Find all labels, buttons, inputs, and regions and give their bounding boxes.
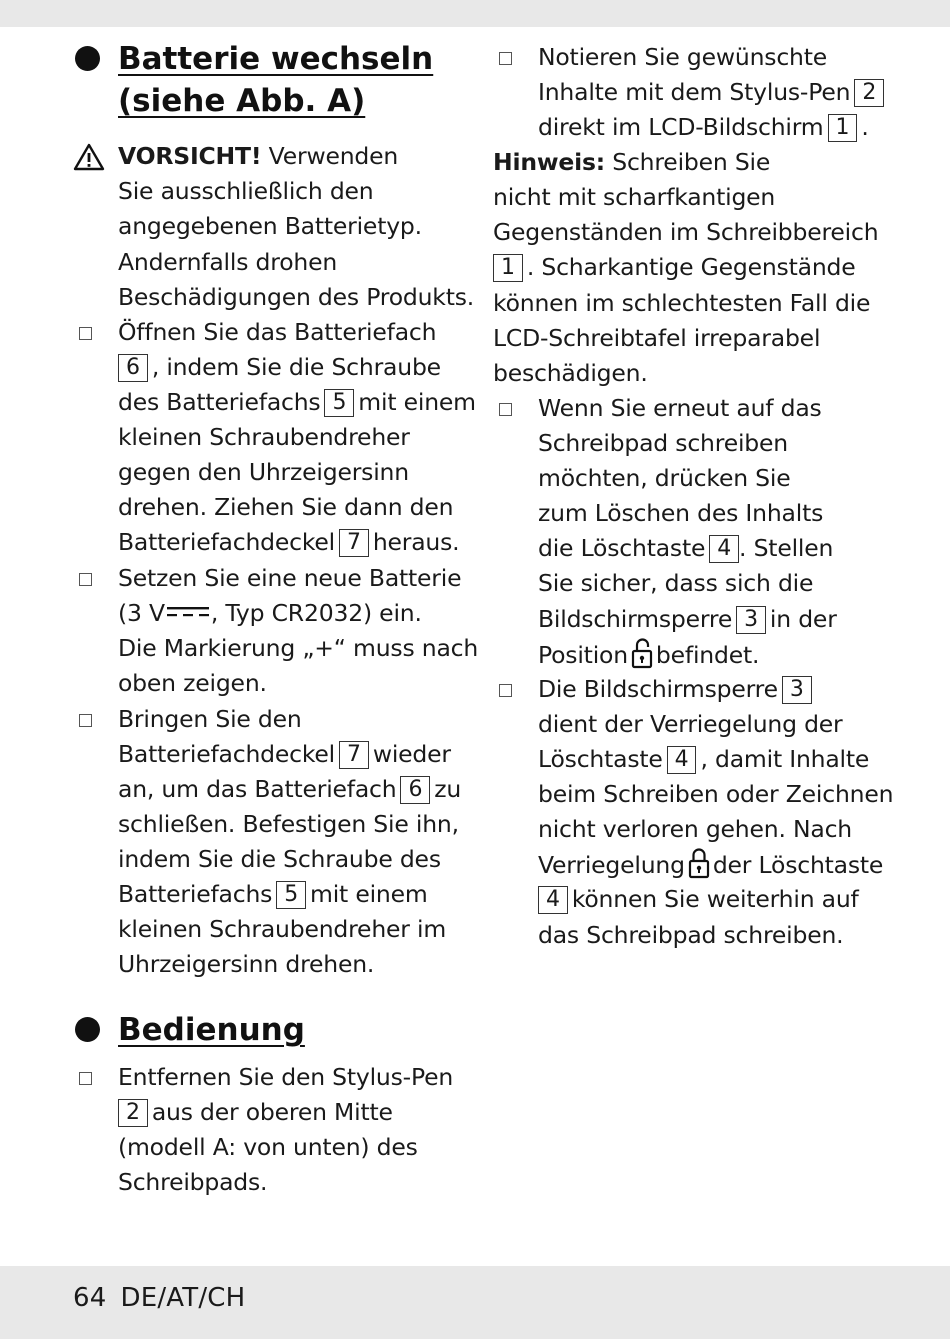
ref-box: 2 <box>118 1099 148 1127</box>
item6-line-4: zum Löschen des Inhalts <box>538 499 824 527</box>
note-line-7: beschädigen. <box>493 359 648 387</box>
item1-line-1: Öffnen Sie das Batteriefach <box>118 318 437 346</box>
warning-line-1: VORSICHT! Verwenden <box>118 142 399 170</box>
checkbox-icon <box>79 1072 92 1085</box>
item7-line-8: das Schreibpad schreiben. <box>538 921 844 949</box>
item4-line-4: Schreibpads. <box>118 1168 268 1196</box>
footer-text <box>73 1280 245 1316</box>
item6-line-8: Position befindet. <box>538 637 759 673</box>
note-line-3: Gegenständen im Schreibbereich <box>493 218 879 246</box>
item2-line-2: (3 V , Typ CR2032) ein. <box>118 599 422 627</box>
item4-line-3: (modell A: von unten) des <box>118 1133 418 1161</box>
note-line-4: 1 . Scharkantige Gegenstände <box>493 250 856 285</box>
note-label: Hinweis: <box>493 148 605 176</box>
warning-line-4: Andernfalls drohen <box>118 248 338 276</box>
warning-triangle-icon <box>73 143 105 171</box>
ref-box: 7 <box>339 529 369 557</box>
locked-padlock-icon <box>688 847 710 879</box>
checkbox-icon <box>499 52 512 65</box>
unlocked-padlock-icon <box>631 637 653 669</box>
item6-line-2: Schreibpad schreiben <box>538 429 788 457</box>
item5-line-2: Inhalte mit dem Stylus-Pen 2 <box>538 75 888 110</box>
item4-line-2: 2 aus der oberen Mitte <box>118 1095 393 1130</box>
item3-line-1: Bringen Sie den <box>118 705 302 733</box>
item3-line-2: Batteriefachdeckel 7 wieder <box>118 740 451 768</box>
ref-box: 6 <box>400 776 430 804</box>
item6-line-1: Wenn Sie erneut auf das <box>538 394 822 422</box>
item7-line-3: Löschtaste 4 , damit Inhalte <box>538 745 870 773</box>
note-line-6: LCD-Schreibtafel irreparabel <box>493 324 821 352</box>
ref-box: 2 <box>854 79 884 107</box>
item7-line-6: Verriegelung der Löschtaste <box>538 847 883 883</box>
item1-line-4: kleinen Schraubendreher <box>118 423 410 451</box>
warning-label: VORSICHT! <box>118 142 262 170</box>
warning-line-5: Beschädigungen des Produkts. <box>118 283 475 311</box>
item6-line-5: die Löschtaste 4 . Stellen <box>538 534 834 562</box>
ref-box: 5 <box>276 881 306 909</box>
ref-box: 4 <box>709 535 739 563</box>
page-number: 64 <box>73 1283 107 1313</box>
top-band <box>0 0 950 27</box>
item4-line-1: Entfernen Sie den Stylus-Pen <box>118 1063 454 1091</box>
item1-line-6: drehen. Ziehen Sie dann den <box>118 493 454 521</box>
item3-line-4: schließen. Befestigen Sie ihn, <box>118 810 459 838</box>
ref-box: 7 <box>339 741 369 769</box>
item2-line-3: Die Markierung „+“ muss nach <box>118 634 479 662</box>
checkbox-icon <box>79 327 92 340</box>
checkbox-icon <box>499 684 512 697</box>
checkbox-icon <box>499 403 512 416</box>
ref-box: 1 <box>493 254 523 282</box>
item5-line-1: Notieren Sie gewünschte <box>538 43 828 71</box>
item6-line-7: Bildschirmsperre 3 in der <box>538 605 837 633</box>
item3-line-6: Batteriefachs 5 mit einem <box>118 880 428 908</box>
battery-heading-line2: (siehe Abb. A) <box>118 83 366 119</box>
warning-line-3: angegebenen Batterietyp. <box>118 212 422 240</box>
item7-line-5: nicht verloren gehen. Nach <box>538 815 852 843</box>
item7-line-1: Die Bildschirmsperre 3 <box>538 672 816 707</box>
item2-line-1: Setzen Sie eine neue Batterie <box>118 564 462 592</box>
item5-line-3: direkt im LCD-Bildschirm 1 . <box>538 113 869 141</box>
battery-heading-line1: Batterie wechseln <box>118 41 434 77</box>
ref-box: 5 <box>324 389 354 417</box>
note-line-5: können im schlechtesten Fall die <box>493 289 871 317</box>
item7-line-4: beim Schreiben oder Zeichnen <box>538 780 894 808</box>
item1-line-7: Batteriefachdeckel 7 heraus. <box>118 528 460 556</box>
item7-line-2: dient der Verriegelung der <box>538 710 843 738</box>
checkbox-icon <box>79 714 92 727</box>
item6-line-6: Sie sicher, dass sich die <box>538 569 814 597</box>
ref-box: 4 <box>667 746 697 774</box>
direct-current-icon <box>167 606 209 618</box>
item1-line-5: gegen den Uhrzeigersinn <box>118 458 409 486</box>
warning-line-2: Sie ausschließlich den <box>118 177 374 205</box>
item1-line-2: 6 , indem Sie die Schraube <box>118 350 441 385</box>
ref-box: 3 <box>782 676 812 704</box>
note-line-1: Hinweis: Schreiben Sie <box>493 148 771 176</box>
item3-line-3: an, um das Batteriefach 6 zu <box>118 775 462 803</box>
item6-line-3: möchten, drücken Sie <box>538 464 791 492</box>
item3-line-8: Uhrzeigersinn drehen. <box>118 950 375 978</box>
item1-line-3: des Batteriefachs 5 mit einem <box>118 388 476 416</box>
item3-line-7: kleinen Schraubendreher im <box>118 915 447 943</box>
locale-label: DE/AT/CH <box>120 1283 246 1313</box>
ref-box: 6 <box>118 354 148 382</box>
note-line-2: nicht mit scharfkantigen <box>493 183 776 211</box>
operation-heading-text: Bedienung <box>118 1012 305 1048</box>
item3-line-5: indem Sie die Schraube des <box>118 845 441 873</box>
ref-box: 4 <box>538 886 568 914</box>
bullet-dot-icon <box>75 46 100 71</box>
item7-line-7: 4 können Sie weiterhin auf <box>538 882 859 917</box>
item2-line-4: oben zeigen. <box>118 669 267 697</box>
bullet-dot-icon <box>75 1017 100 1042</box>
ref-box: 1 <box>828 114 858 142</box>
checkbox-icon <box>79 573 92 586</box>
ref-box: 3 <box>736 606 766 634</box>
